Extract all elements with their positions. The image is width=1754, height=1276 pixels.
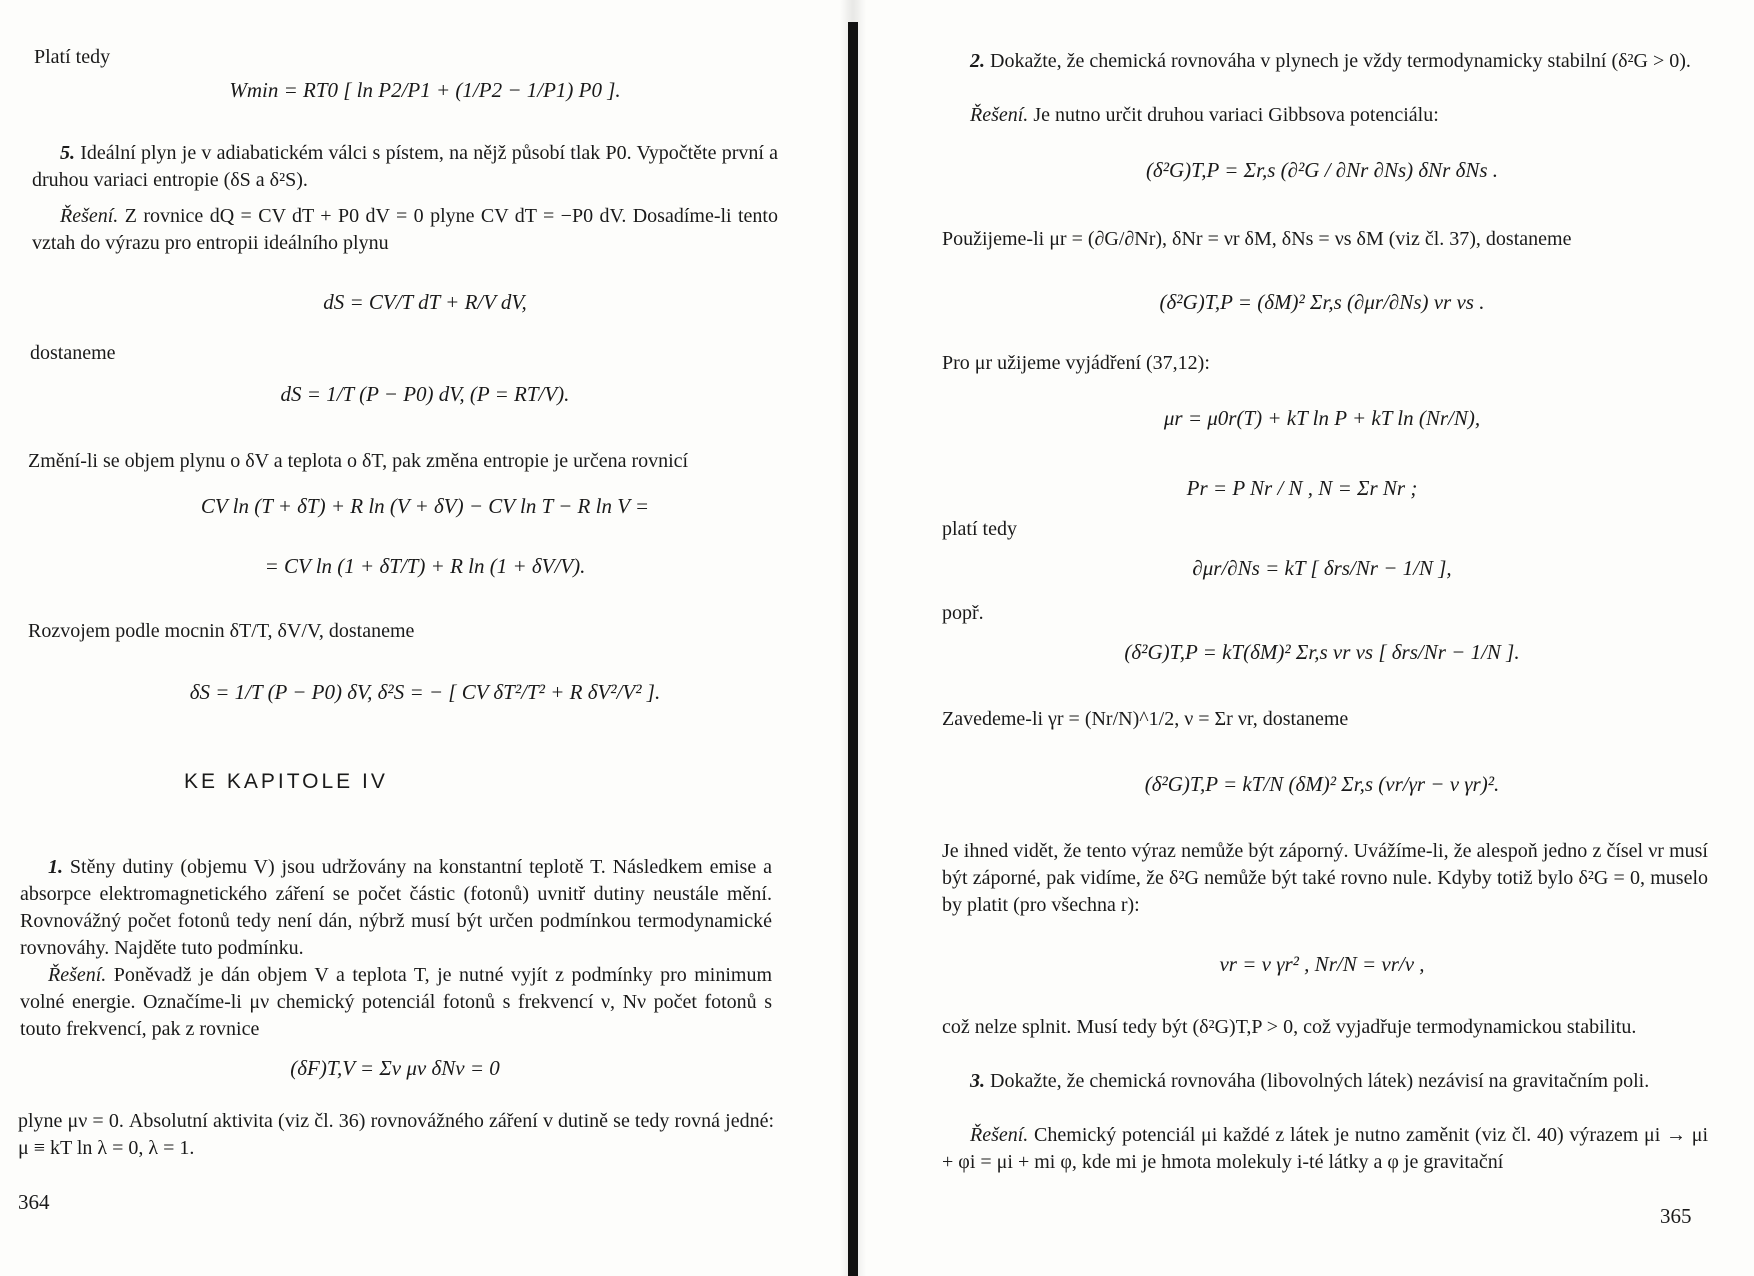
equation-cv-2: = CV ln (1 + δT/T) + R ln (1 + δV/V). [264,554,586,578]
chapter-heading: KE KAPITOLE IV [184,770,388,793]
text-zmeni: Změní-li se objem plynu o δV a teplota o δT, pak změna entropie je určena rovnicí [28,450,689,472]
text-coz: což nelze splnit. Musí tedy být (δ²G)T,P > 0, což vyjadřuje termodynamickou stabilitu. [942,1016,1637,1038]
equation-cv-1: CV ln (T + δT) + R ln (V + δV) − CV ln T − R ln V = [200,494,650,518]
solution-label: Řešení. [48,964,107,986]
page-number-right: 365 [1660,1204,1692,1228]
right-page [870,0,1754,1276]
problem-5 [32,140,778,194]
solution-text: Z rovnice dQ = CV dT + P0 dV = 0 plyne CV dT = −P0 dV. Dosadíme-li tento vztah do výrazu pro entropii ideálního plynu [32,205,778,254]
problem-text: Stěny dutiny (objemu V) jsou udržovány na konstantní teplotě T. Následkem emise a absorpce elektromagnetického záření se počet částic (fotonů) uvnitř dutiny neustále mění. Rovnovážný počet fotonů tedy není dán, nýbrž musí být určen podmínkou termodynamické rovnováhy. Najděte tuto podmínku. [20,856,772,959]
solution-text: Je nutno určit druhou variaci Gibbsova potenciálu: [1033,104,1439,126]
text-plyne: plyne μν = 0. Absolutní aktivita (viz čl. 36) rovnovážného záření v dutině se tedy rovná jedné: μ ≡ kT ln λ = 0, λ = 1. [18,1110,774,1159]
equation-g-4: (δ²G)T,P = kT/N (δM)² Σr,s (νr/γr − ν γr)². [1144,772,1500,796]
problem-text: Dokažte, že chemická rovnováha (libovolných látek) nezávisí na gravitačním poli. [990,1070,1650,1092]
problem-number: 5. [60,142,75,164]
equation-nu: νr = ν γr² , Nr/N = νr/ν , [1219,952,1425,976]
solution-label: Řešení. [60,205,119,227]
solution-2 [942,102,1708,129]
text-pouzijeme: Použijeme-li μr = (∂G/∂Nr), δNr = νr δM, δNs = νs δM (viz čl. 37), dostaneme [942,228,1572,250]
equation-ds-1: dS = CV/T dT + R/V dV, [323,290,527,314]
solution-1 [20,962,772,1043]
solution-text: Chemický potenciál μi každé z látek je nutno zaměnit (viz čl. 40) výrazem μi → μi + φi = μi + mi φ, kde mi je hmota molekuly i-té látky a φ je gravitační [942,1124,1709,1173]
text-dostaneme: dostaneme [30,342,116,364]
problem-text: Dokažte, že chemická rovnováha v plynech je vždy termodynamicky stabilní (δ²G > 0). [990,50,1691,72]
equation-g-3: (δ²G)T,P = kT(δM)² Σr,s νr νs [ δrs/Nr − 1/N ]. [1124,640,1520,664]
problem-3 [942,1068,1708,1095]
text-rozvojem: Rozvojem podle mocnin δT/T, δV/V, dostaneme [28,620,415,642]
solution-label: Řešení. [970,104,1029,126]
equation-ds-2: dS = 1/T (P − P0) dV, (P = RT/V). [280,382,570,406]
solution-5 [32,203,778,257]
problem-1 [20,854,772,962]
text-zavedeme: Zavedeme-li γr = (Nr/N)^1/2, ν = Σr νr, dostaneme [942,708,1349,730]
text-pro: Pro μr užijeme vyjádření (37,12): [942,352,1210,374]
problem-text: Ideální plyn je v adiabatickém válci s pístem, na nějž působí tlak P0. Vypočtěte první a druhou variaci entropie (δS a δ²S). [32,142,779,191]
equation-delta: δS = 1/T (P − P0) δV, δ²S = − [ CV δT²/T² + R δV²/V² ]. [189,680,661,704]
equation-df: (δF)T,V = Σν μν δNν = 0 [290,1056,500,1080]
solution-label: Řešení. [970,1124,1029,1146]
problem-number: 1. [48,856,63,878]
solution-text: Poněvadž je dán objem V a teplota T, je nutné vyjít z podmínky pro minimum volné energie. Označíme-li μν chemický potenciál fotonů s frekvencí ν, Nν počet fotonů s touto frekvencí, pak z rovnice [20,964,772,1040]
page-number-left: 364 [18,1190,50,1214]
book-gutter [848,22,858,1276]
equation-g-2: (δ²G)T,P = (δM)² Σr,s (∂μr/∂Ns) νr νs . [1159,290,1485,314]
text-jeihned: Je ihned vidět, že tento výraz nemůže být záporný. Uvážíme-li, že alespoň jedno z čísel νr musí být záporné, pak vidíme, že δ²G nemůže být také rovno nule. Kdyby totiž bylo δ²G = 0, muselo by platit (pro všechna r): [942,840,1708,916]
left-page [0,0,850,1276]
equation-pr: Pr = P Nr / N , N = Σr Nr ; [1186,476,1418,500]
intro-text: Platí tedy [34,46,111,68]
equation-mu: μr = μ0r(T) + kT ln P + kT ln (Nr/N), [1163,406,1481,430]
solution-3 [942,1122,1708,1176]
equation-dmu: ∂μr/∂Ns = kT [ δrs/Nr − 1/N ], [1192,556,1452,580]
problem-number: 2. [970,50,985,72]
equation-g-1: (δ²G)T,P = Σr,s (∂²G / ∂Nr ∂Ns) δNr δNs . [1145,158,1499,182]
problem-number: 3. [970,1070,985,1092]
text-popr: popř. [942,602,984,624]
problem-2 [942,48,1708,75]
text-plati: platí tedy [942,518,1017,540]
equation-wmin: Wmin = RT0 [ ln P2/P1 + (1/P2 − 1/P1) P0 ]. [229,78,621,102]
